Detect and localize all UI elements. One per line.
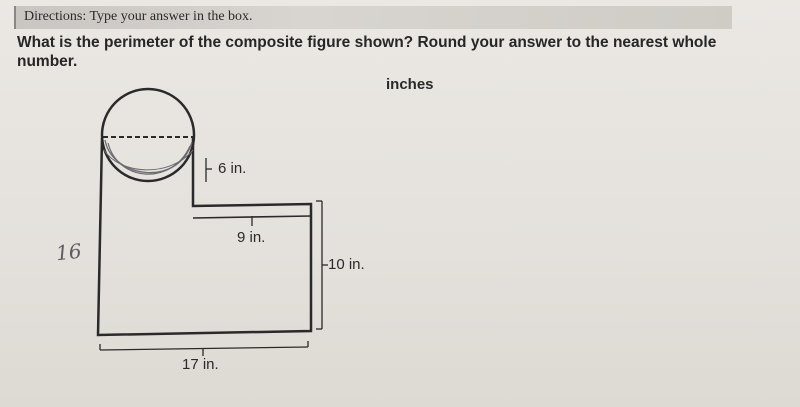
label-9-in: 9 in. <box>237 229 266 246</box>
label-6-in: 6 in. <box>218 160 247 177</box>
label-17-in: 17 in. <box>182 356 219 373</box>
label-10-in: 10 in. <box>328 256 365 273</box>
directions-text: Directions: Type your answer in the box. <box>24 9 253 24</box>
handwritten-note: 16 <box>54 238 83 266</box>
seventeen-in-dimension-bracket <box>100 341 308 356</box>
ten-in-dimension-bracket <box>316 201 328 329</box>
answer-unit-label: inches <box>386 76 434 93</box>
question-text: What is the perimeter of the composite figure shown? Round your answer to the nearest whole number. <box>17 34 717 70</box>
circle-cap <box>102 89 194 181</box>
